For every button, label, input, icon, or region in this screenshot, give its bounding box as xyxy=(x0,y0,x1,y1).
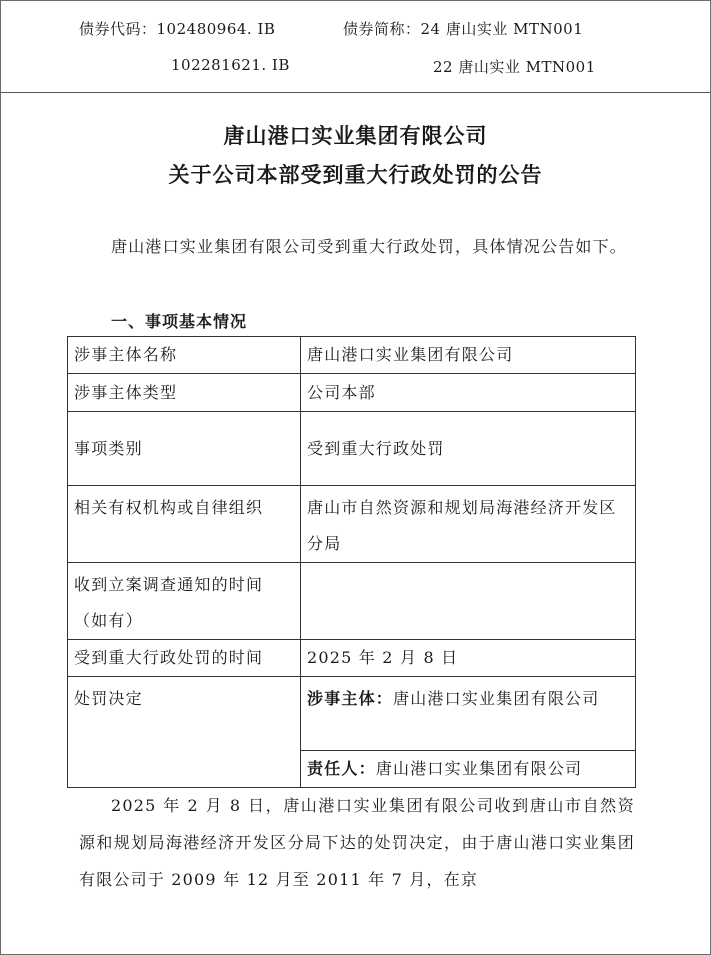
decision-responsible-value: 唐山港口实业集团有限公司 xyxy=(375,759,583,778)
table-row xyxy=(68,337,636,374)
row-value: 唐山港口实业集团有限公司 xyxy=(301,337,636,374)
table-row xyxy=(68,412,636,486)
row-value: 2025 年 2 月 8 日 xyxy=(301,640,636,677)
decision-responsible xyxy=(301,751,636,788)
row-label: 受到重大行政处罚的时间 xyxy=(68,640,301,677)
bond-code-row-1 xyxy=(79,18,275,39)
table-row xyxy=(68,486,636,563)
bond-abbr-row-1 xyxy=(343,18,583,39)
decision-responsible-label: 责任人： xyxy=(307,759,376,778)
title-announcement: 关于公司本部受到重大行政处罚的公告 xyxy=(168,163,543,187)
table-row xyxy=(68,563,636,640)
row-label: 相关有权机构或自律组织 xyxy=(68,486,301,563)
decision-subject xyxy=(301,677,636,751)
row-label: 涉事主体类型 xyxy=(68,374,301,412)
row-label: 涉事主体名称 xyxy=(68,337,301,374)
row-value: 唐山市自然资源和规划局海港经济开发区分局 xyxy=(301,486,636,563)
bond-code-1: 102480964. IB xyxy=(156,20,276,38)
table-row xyxy=(68,677,636,751)
row-value xyxy=(301,563,636,640)
intro-paragraph: 唐山港口实业集团有限公司受到重大行政处罚，具体情况公告如下。 xyxy=(111,237,628,256)
bond-abbr-2: 22 唐山实业 MTN001 xyxy=(433,58,596,76)
bond-code-label: 债券代码： xyxy=(79,20,157,38)
table-row xyxy=(68,640,636,677)
decision-label: 处罚决定 xyxy=(68,677,301,788)
decision-subject-label: 涉事主体： xyxy=(307,689,394,708)
bond-code-2: 102281621. IB xyxy=(171,56,290,74)
bond-abbr-label: 债券简称： xyxy=(343,20,421,38)
row-value: 公司本部 xyxy=(301,374,636,412)
row-label: 事项类别 xyxy=(68,412,301,486)
row-value: 受到重大行政处罚 xyxy=(301,412,636,486)
title-company: 唐山港口实业集团有限公司 xyxy=(223,124,488,148)
table-row xyxy=(68,374,636,412)
info-table xyxy=(67,336,636,788)
bond-abbr-1: 24 唐山实业 MTN001 xyxy=(420,20,584,38)
body-paragraph: 2025 年 2 月 8 日，唐山港口实业集团有限公司收到唐山市自然资源和规划局海港经济开发区分局下达的处罚决定，由于唐山港口实业集团有限公司于 2009 年 12 月至 2011 年 7 月，在京 xyxy=(79,796,635,889)
header-divider xyxy=(1,92,710,93)
section-heading: 一、事项基本情况 xyxy=(111,312,248,331)
decision-subject-value: 唐山港口实业集团有限公司 xyxy=(393,689,600,708)
row-label: 收到立案调查通知的时间（如有） xyxy=(68,563,301,640)
